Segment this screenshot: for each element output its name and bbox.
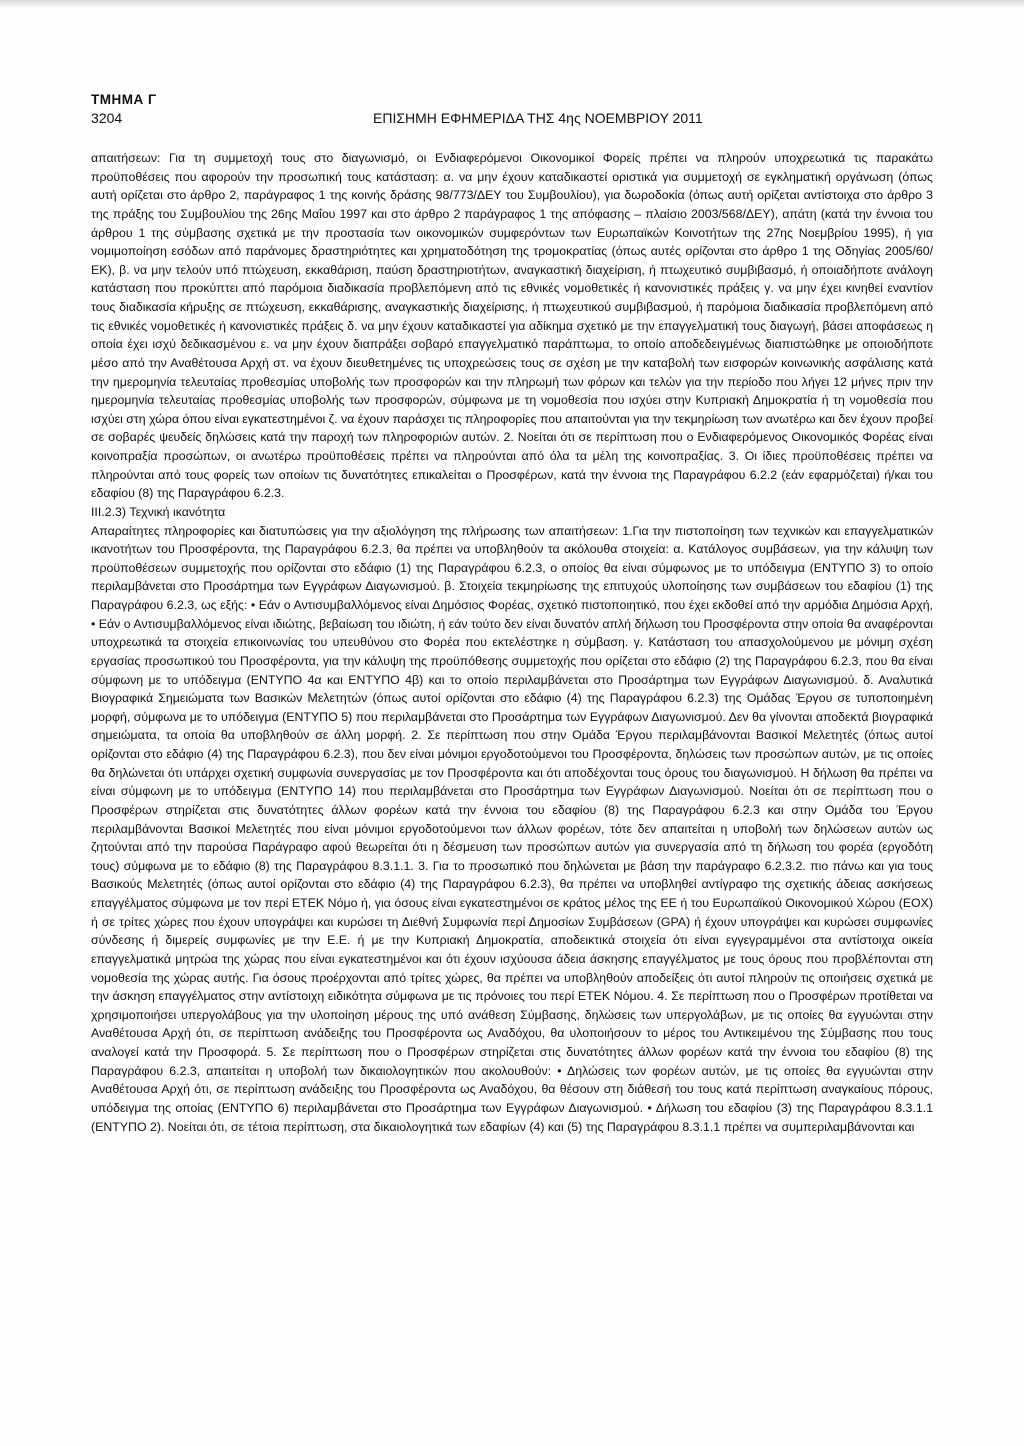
- document-body: [91, 149, 933, 1439]
- scan-top-edge: [0, 0, 1024, 8]
- page-header: [91, 92, 941, 130]
- paragraph-technical-capacity: Απαραίτητες πληροφορίες και διατυπώσεις για την αξιολόγηση της πλήρωσης των απαιτήσεων: 1.Για την πιστοποίηση των τεχνικών και επαγγελματικών ικανοτήτων του Προσφέροντα, της Παραγράφου 6.2.3, θα πρέπει να υποβληθούν τα ακόλουθα στοιχεία: α. Κατάλογος συμβάσεων, για την κάλυψη των προϋποθέσεων συμμετοχής που ορίζονται στο εδάφιο (1) της Παραγράφου 6.2.3, ο οποίος θα είναι σύμφωνος με το υπόδειγμα (ΕΝΤΥΠΟ 3) το οποίο περιλαμβάνεται στο Προσάρτημα των Εγγράφων Διαγωνισμού. β. Στοιχεία τεκμηρίωσης της επιτυχούς υλοποίησης των συμβάσεων του εδαφίου (1) της Παραγράφου 6.2.3, ως εξής: • Εάν ο Αντισυμβαλλόμενος είναι Δημόσιος Φορέας, σχετικό πιστοποιητικό, που έχει εκδοθεί από την αρμόδια Δημόσια Αρχή, • Εάν ο Αντισυμβαλλόμενος είναι ιδιώτης, βεβαίωση του ιδιώτη, ή εάν τούτο δεν είναι δυνατόν απλή δήλωση του Προσφέροντα στην οποία θα αναφέρονται υποχρεωτικά τα στοιχεία επικοινωνίας του υπευθύνου στο Φορέα που εκτελέστηκε η σύμβαση. γ. Κατάσταση του απασχολούμενου με μόνιμη σχέση εργασίας προσωπικού του Προσφέροντα, για την κάλυψη της προϋπόθεσης συμμετοχής που ορίζεται στο εδάφιο (2) της Παραγράφου 6.2.3, που θα είναι σύμφωνη με το υπόδειγμα (ΕΝΤΥΠΟ 4α και ΕΝΤΥΠΟ 4β) και το οποίο περιλαμβάνεται στο Προσάρτημα των Εγγράφων Διαγωνισμού. δ. Αναλυτικά Βιογραφικά Σημειώματα των Βασικών Μελετητών (όπως αυτοί ορίζονται στο εδάφιο (4) της Παραγράφου 6.2.3) της Ομάδας Έργου σε τυποποιημένη μορφή, σύμφωνα με το υπόδειγμα (ΕΝΤΥΠΟ 5) που περιλαμβάνεται στο Προσάρτημα των Εγγράφων Διαγωνισμού. Δεν θα γίνονται αποδεκτά βιογραφικά σημειώματα, τα οποία θα υποβληθούν σε άλλη μορφή. 2. Σε περίπτωση που στην Ομάδα Έργου περιλαμβάνονται Βασικοί Μελετητές (όπως αυτοί ορίζονται στο εδάφιο (4) της Παραγράφου 6.2.3), που δεν είναι μόνιμοι εργοδοτούμενοι του Προσφέροντα, δηλώσεις των προσώπων αυτών, με τις οποίες θα δηλώνεται ότι υπάρχει σχετική συμφωνία συνεργασίας με τον Προσφέροντα και ότι αποδέχονται τους όρους του διαγωνισμού. Η δήλωση θα πρέπει να είναι σύμφωνη με το υπόδειγμα (ΕΝΤΥΠΟ 14) που περιλαμβάνεται στο Προσάρτημα των Εγγράφων Διαγωνισμού. Νοείται ότι σε περίπτωση που ο Προσφέρων στηρίζεται στις δυνατότητες άλλων φορέων κατά την έννοια του εδαφίου (8) της Παραγράφου 6.2.3 και στην Ομάδα του Έργου περιλαμβάνονται Βασικοί Μελετητές που είναι μόνιμοι εργοδοτούμενοι των άλλων φορέων, τότε δεν απαιτείται η υποβολή των δηλώσεων αυτών ως ζητούνται από την παρούσα Παράγραφο αφού θεωρείται ότι η δέσμευση των προσώπων αυτών για συνεργασία από τη δήλωση του φορέα (εργοδότη τους) σύμφωνα με το εδάφιο (8) της Παραγράφου 8.3.1.1. 3. Για το προσωπικό που δηλώνεται με βάση την παράγραφο 6.2.3.2. πιο πάνω και για τους Βασικούς Μελετητές (όπως αυτοί ορίζονται στο εδάφιο (4) της Παραγράφου 6.2.3), θα πρέπει να υποβληθεί αντίγραφο της σχετικής άδειας ασκήσεως επαγγέλματος σύμφωνα με τον περί ΕΤΕΚ Νόμο ή, για όσους είναι εγκατεστημένοι σε κράτος μέλος της ΕΕ ή του Ευρωπαϊκού Οικονομικού Χώρου (ΕΟΧ) ή σε τρίτες χώρες που έχουν υπογράψει και κυρώσει τη Διεθνή Συμφωνία περί Δημοσίων Συμβάσεων (GPA) ή έχουν υπογράψει και κυρώσει συμφωνίες σύνδεσης ή διμερείς συμφωνίες με την Ε.Ε. ή με την Κυπριακή Δημοκρατία, αποδεικτικά στοιχεία ότι είναι εγγεγραμμένοι στα αντίστοιχα οικεία επαγγελματικά μητρώα της χώρας που είναι εγκατεστημένοι και ότι έχουν ισχύουσα άδεια άσκησης επαγγέλματος με τους όρους που προβλέπονται στη νομοθεσία της χώρας αυτής. Για όσους προέρχονται από τρίτες χώρες, θα πρέπει να υποβληθούν αποδείξεις ότι αυτοί πληρούν τις οποιήσεις σχετικά με την άσκηση επαγγέλματος στην αντίστοιχη ειδικότητα σύμφωνα με τις πρόνοιες του περί ΕΤΕΚ Νόμου. 4. Σε περίπτωση που ο Προσφέρων προτίθεται να χρησιμοποιήσει υπεργολάβους για την υλοποίηση μέρους της υπό ανάθεση Σύμβασης, δηλώσεις των υπεργολάβων, με τις οποίες θα εγγυώνται στην Αναθέτουσα Αρχή ότι, σε περίπτωση ανάδειξης του Προσφέροντα ως Αναδόχου, θα υλοποιήσουν το μέρος του Αντικειμένου της Σύμβασης που τους αναλογεί κατά την Προσφορά. 5. Σε περίπτωση που ο Προσφέρων στηρίζεται στις δυνατότητες άλλων φορέων κατά την έννοια του εδαφίου (8) της Παραγράφου 6.2.3, απαιτείται η υποβολή των δικαιολογητικών που ακολουθούν: • Δηλώσεις των φορέων αυτών, με τις οποίες θα εγγυώνται στην Αναθέτουσα Αρχή ότι, σε περίπτωση ανάδειξης του Προσφέροντα ως Αναδόχου, θα θέσουν στη διάθεσή του τους κατά περίπτωση αναγκαίους πόρους, υπόδειγμα της οποίας (ΕΝΤΥΠΟ 6) περιλαμβάνεται στο Προσάρτημα των Εγγράφων Διαγωνισμού. • Δήλωση του εδαφίου (3) της Παραγράφου 8.3.1.1 (ΕΝΤΥΠΟ 2). Νοείται ότι, σε τέτοια περίπτωση, στα δικαιολογητικά των εδαφίων (4) και (5) της Παραγράφου 8.3.1.1 πρέπει να συμπεριλαμβάνονται και: [91, 523, 933, 1134]
- gazette-title: ΕΠΙΣΗΜΗ ΕΦΗΜΕΡΙΔΑ ΤΗΣ 4ης ΝΟΕΜΒΡΙΟΥ 2011: [373, 110, 703, 126]
- paragraph-personal-situation: απαιτήσεων: Για τη συμμετοχή τους στο διαγωνισμό, οι Ενδιαφερόμενοι Οικονομικοί Φορείς πρέπει να πληρούν υποχρεωτικά τις παρακάτω προϋποθέσεις που αφορούν την προσωπική τους κατάσταση: α. να μην έχουν καταδικαστεί οριστικά για συμμετοχή σε εγκληματική οργάνωση (όπως αυτή ορίζεται στο άρθρο 2, παράγραφος 1 της κοινής δράσης 98/773/ΔΕΥ του Συμβουλίου), για δωροδοκία (όπως αυτή ορίζεται αντίστοιχα στο άρθρο 3 της πράξης του Συμβουλίου της 26ης Μαΐου 1997 και στο άρθρο 2 παράγραφος 1 της απόφασης – πλαίσιο 2003/568/ΔΕΥ), απάτη (κατά την έννοια του άρθρου 1 της σύμβασης σχετικά με την προστασία των οικονομικών συμφερόντων των Ευρωπαϊκών Κοινοτήτων της 27ης Νοεμβρίου 1995), ή για νομιμοποίηση εσόδων από παράνομες δραστηριότητες και χρηματοδότηση της τρομοκρατίας (όπως αυτές ορίζονται στο άρθρο 1 της Οδηγίας 2005/60/ΕΚ), β. να μην τελούν υπό πτώχευση, εκκαθάριση, παύση δραστηριοτήτων, αναγκαστική διαχείριση, ή πτωχευτικό συμβιβασμό, ή οποιαδήποτε ανάλογη κατάσταση που προκύπτει από παρόμοια διαδικασία προβλεπόμενη από τις εθνικές νομοθετικές ή κανονιστικές πράξεις γ. να μην έχει κινηθεί εναντίον τους διαδικασία κήρυξης σε πτώχευση, εκκαθάρισης, αναγκαστικής διαχείρισης, ή πτωχευτικού συμβιβασμού, ή παρόμοια διαδικασία προβλεπόμενη από τις εθνικές νομοθετικές ή κανονιστικές πράξεις δ. να μην έχουν καταδικαστεί για αδίκημα σχετικό με την επαγγελματική τους διαγωγή, βάσει αποφάσεως η οποία έχει ισχύ δεδικασμένου ε. να μην έχουν διαπράξει σοβαρό επαγγελματικό παράπτωμα, το οποίο αποδεδειγμένως διαπιστώθηκε με οποιοδήποτε μέσο από την Αναθέτουσα Αρχή στ. να έχουν διευθετημένες τις υποχρεώσεις τους σε σχέση με την καταβολή των εισφορών κοινωνικής ασφάλισης κατά την ημερομηνία τελευταίας προθεσμίας υποβολής των προσφορών και την πληρωμή των φόρων και τελών για την περίοδο που λήγει 12 μήνες πριν την ημερομηνία τελευταίας προθεσμίας υποβολής των προσφορών, σύμφωνα με τη νομοθεσία που ισχύει στην Κυπριακή Δημοκρατία ή τη νομοθεσία που ισχύει στη χώρα όπου είναι εγκατεστημένοι ζ. να έχουν παράσχει τις πληροφορίες που απαιτούνται για την τεκμηρίωση των ανωτέρω και δεν έχουν προβεί σε σοβαρές ψευδείς δηλώσεις κατά την παροχή των πληροφοριών αυτών. 2. Νοείται ότι σε περίπτωση που ο Ενδιαφερόμενος Οικονομικός Φορέας είναι κοινοπραξία προσώπων, οι ανωτέρω προϋποθέσεις πρέπει να πληρούνται από όλα τα μέλη της κοινοπραξίας. 3. Οι ίδιες προϋποθέσεις πρέπει να πληρούνται από τους φορείς των οποίων τις δυνατότητες επικαλείται ο Προσφέρων, κατά την έννοια της Παραγράφου 6.2.2 (εάν εφαρμόζεται) ή/και του εδαφίου (8) της Παραγράφου 6.2.3.: [91, 151, 933, 501]
- page-number: 3204: [91, 110, 123, 126]
- section-label: ΤΜΗΜΑ Γ: [91, 92, 157, 107]
- header-row: [91, 110, 941, 130]
- section-heading-technical-capacity: III.2.3) Τεχνική ικανότητα: [91, 504, 226, 519]
